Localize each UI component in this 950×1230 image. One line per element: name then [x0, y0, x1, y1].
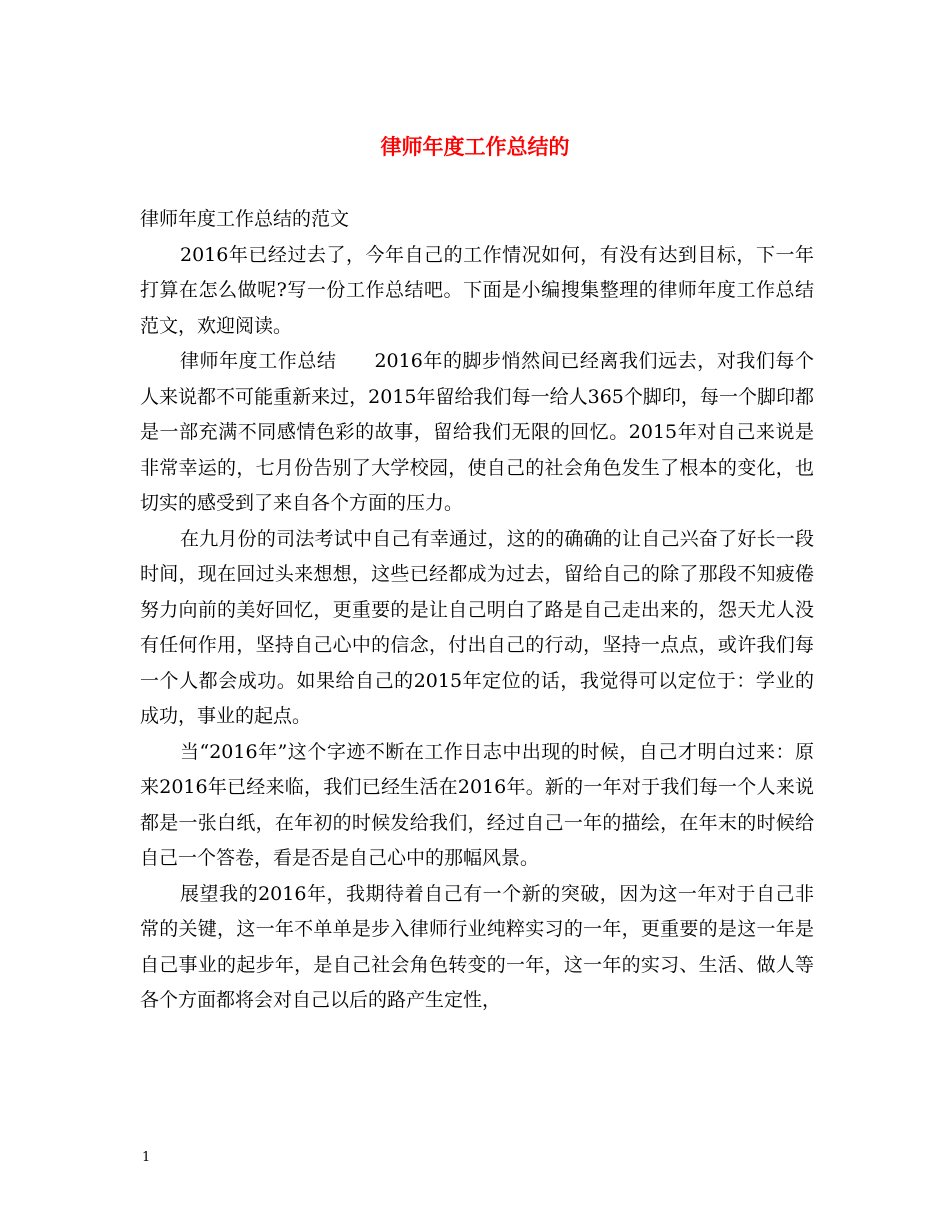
page-number: 1 — [142, 1150, 151, 1165]
paragraph-intro: 2016年已经过去了，今年自己的工作情况如何，有没有达到目标，下一年打算在怎么做呢?写一份工作总结吧。下面是小编搜集整理的律师年度工作总结范文，欢迎阅读。 — [140, 243, 814, 337]
document-subtitle: 律师年度工作总结的范文 — [140, 208, 350, 230]
paragraph-outlook: 展望我的2016年，我期待着自己有一个新的突破，因为这一年对于自己非常的关键，这一年不单单是步入律师行业纯粹实习的一年，更重要的是这一年是自己事业的起步年，是自己社会角色转变的一年，这一年的实习、生活、做人等各个方面都将会对自己以后的路产生定性， — [140, 882, 814, 1011]
document-body — [140, 202, 814, 1019]
section-heading: 律师年度工作总结 — [180, 350, 337, 372]
paragraph-new-year: 当“2016年”这个字迹不断在工作日志中出现的时候，自己才明白过来：原来2016年已经来临，我们已经生活在2016年。新的一年对于我们每一个人来说都是一张白纸，在年初的时候发给我们，经过自己一年的描绘，在年末的时候给自己一个答卷，看是否是自己心中的那幅风景。 — [140, 740, 814, 869]
document-title: 律师年度工作总结的 — [380, 134, 570, 159]
paragraph-2016-footsteps: 2016年的脚步悄然间已经离我们远去，对我们每个人来说都不可能重新来过，2015年留给我们每一给人365个脚印，每一个脚印都是一部充满不同感情色彩的故事，留给我们无限的回忆。2015年对自己来说是非常幸运的，七月份告别了大学校园，使自己的社会角色发生了根本的变化，也切实的感受到了来自各个方面的压力。 — [140, 350, 814, 514]
paragraph-judicial-exam: 在九月份的司法考试中自己有幸通过，这的的确确的让自己兴奋了好长一段时间，现在回过头来想想，这些已经都成为过去，留给自己的除了那段不知疲倦努力向前的美好回忆，更重要的是让自己明白了路是自己走出来的，怨天尤人没有任何作用，坚持自己心中的信念，付出自己的行动，坚持一点点，或许我们每一个人都会成功。如果给自己的2015年定位的话，我觉得可以定位于：学业的成功，事业的起点。 — [140, 527, 814, 727]
paragraph-section-start — [140, 344, 814, 522]
